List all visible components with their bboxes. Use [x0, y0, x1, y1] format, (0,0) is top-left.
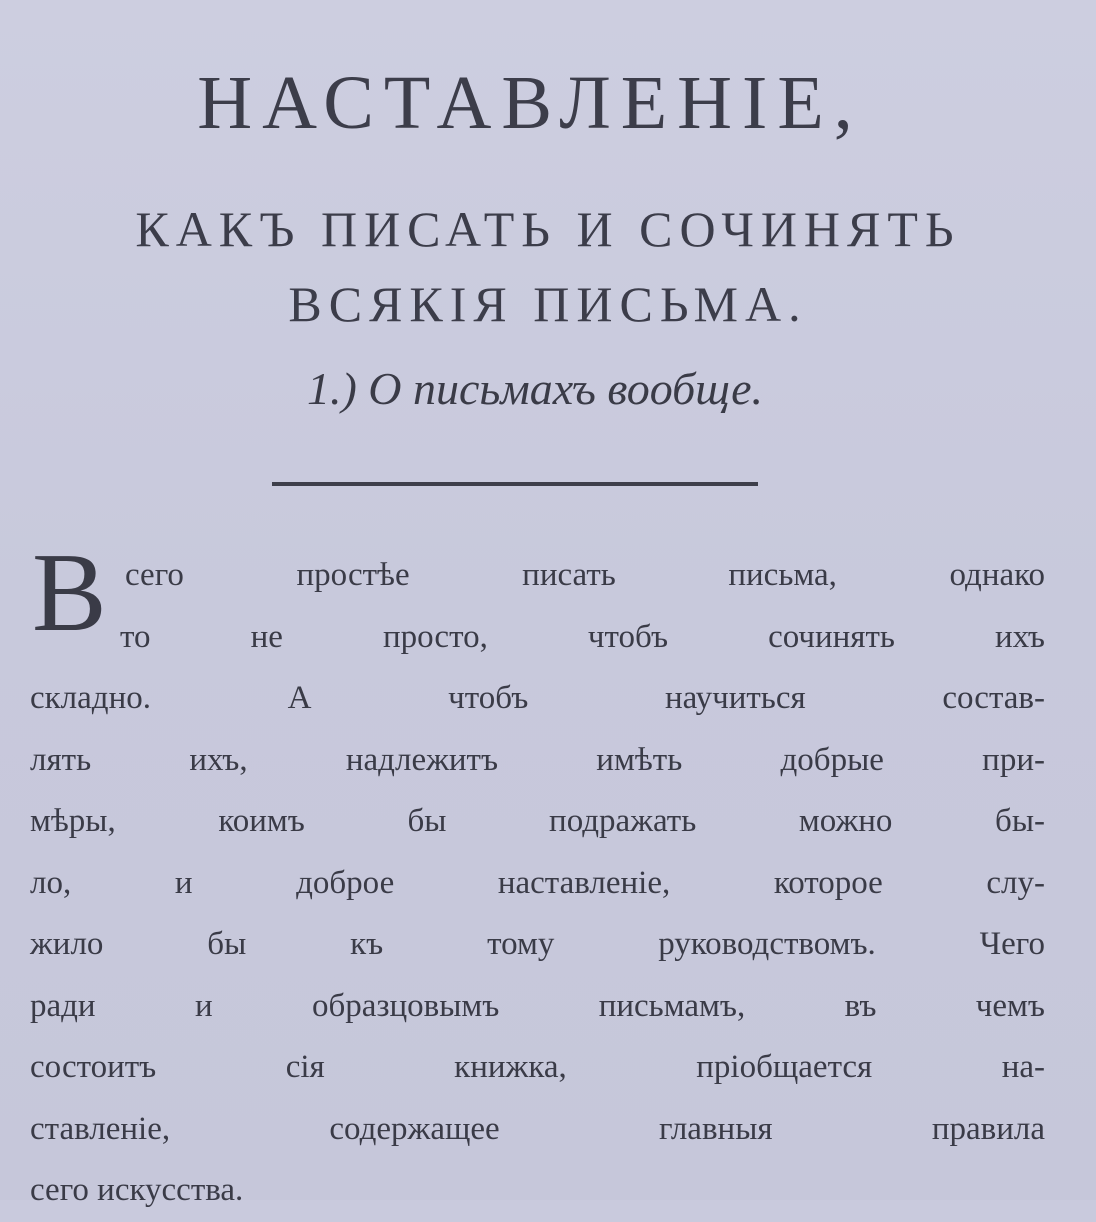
body-line: ради и образцовымъ письмамъ, въ чемъ: [30, 987, 1045, 1024]
body-line: лять ихъ, надлежитъ имѣть добрые при-: [30, 741, 1045, 778]
drop-cap: В: [32, 531, 107, 655]
page-title: НАСТАВЛЕНІЕ,: [197, 61, 863, 145]
body-line: мѣры, коимъ бы подражать можно бы-: [30, 803, 1045, 839]
body-line: ло, и доброе наставленіе, которое слу-: [30, 864, 1045, 901]
body-line: сего простѣе писать письма, однако: [125, 557, 1045, 593]
body-line: состоитъ сія книжка, пріобщается на-: [30, 1049, 1045, 1085]
body-paragraph: [30, 545, 1045, 1222]
body-line: то не просто, чтобъ сочинять ихъ: [120, 618, 1045, 655]
body-line: жило бы къ тому руководствомъ. Чего: [30, 926, 1045, 962]
subtitle-line-1: КАКЪ ПИСАТЬ И СОЧИНЯТЬ: [135, 201, 961, 257]
section-heading: 1.) О письмахъ вообще.: [306, 363, 764, 414]
body-line: сего искусства.: [30, 1172, 244, 1208]
body-line: ставленіе, содержащее главныя правила: [30, 1110, 1045, 1147]
horizontal-rule: [272, 482, 758, 486]
subtitle-line-2: ВСЯКІЯ ПИСЬМА.: [288, 276, 808, 332]
body-line: складно. А чтобъ научиться состав-: [30, 680, 1045, 716]
